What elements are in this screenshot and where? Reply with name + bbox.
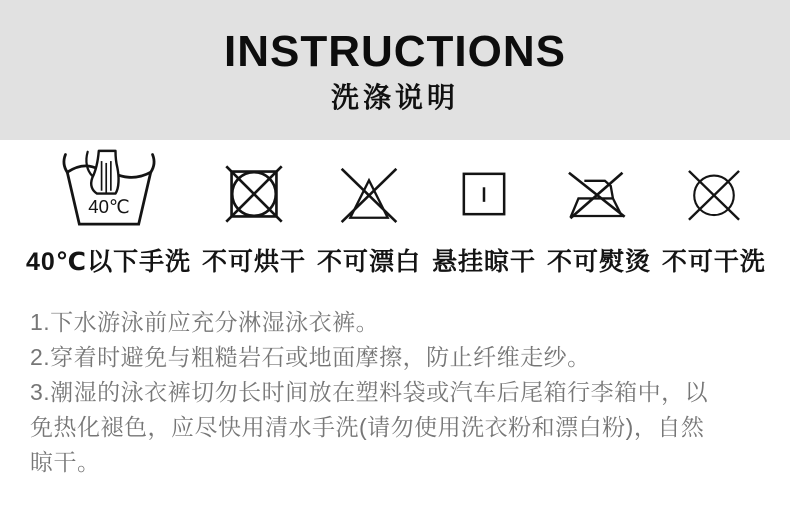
page-title: INSTRUCTIONS: [224, 27, 566, 76]
page-subtitle: 洗涤说明: [330, 82, 459, 113]
care-symbol-label: 不可干洗: [661, 248, 766, 276]
no-iron-icon: [561, 148, 637, 240]
care-symbols-row: [0, 140, 790, 277]
hang-dry-icon: [455, 148, 513, 240]
care-symbol-label: 悬挂晾干: [431, 248, 536, 276]
no-tumble-dry-icon: [221, 148, 287, 240]
header-banner: [0, 0, 790, 140]
care-symbol-handwash: [26, 148, 191, 277]
care-notes: [0, 277, 742, 480]
care-symbol-label: 不可烘干: [202, 248, 307, 276]
care-symbol-no-dry-clean: [662, 148, 766, 277]
no-dry-clean-icon: [681, 148, 747, 240]
care-symbol-label: 不可漂白: [317, 248, 422, 276]
care-symbol-no-bleach: [317, 148, 421, 277]
no-bleach-icon: [333, 148, 405, 240]
care-symbol-no-tumble-dry: [202, 148, 306, 277]
note-line-3: 3.潮湿的泳衣裤切勿长时间放在塑料袋或汽车后尾箱行李箱中，以免热化褪色，应尽快用清水手洗(请勿使用洗衣粉和漂白粉)，自然晾干。: [30, 378, 709, 475]
care-symbol-no-iron: [547, 148, 651, 277]
care-symbol-label: 不可熨烫: [546, 248, 651, 276]
handwash-temp-text: 40℃: [87, 196, 130, 218]
care-symbol-hang-dry: [432, 148, 536, 277]
care-symbol-label: 40℃以下手洗: [26, 248, 192, 276]
handwash-40-icon: [58, 148, 160, 240]
note-line-1: 1.下水游泳前应充分淋湿泳衣裤。: [30, 308, 380, 335]
note-line-2: 2.穿着时避免与粗糙岩石或地面摩擦，防止纤维走纱。: [30, 343, 591, 370]
